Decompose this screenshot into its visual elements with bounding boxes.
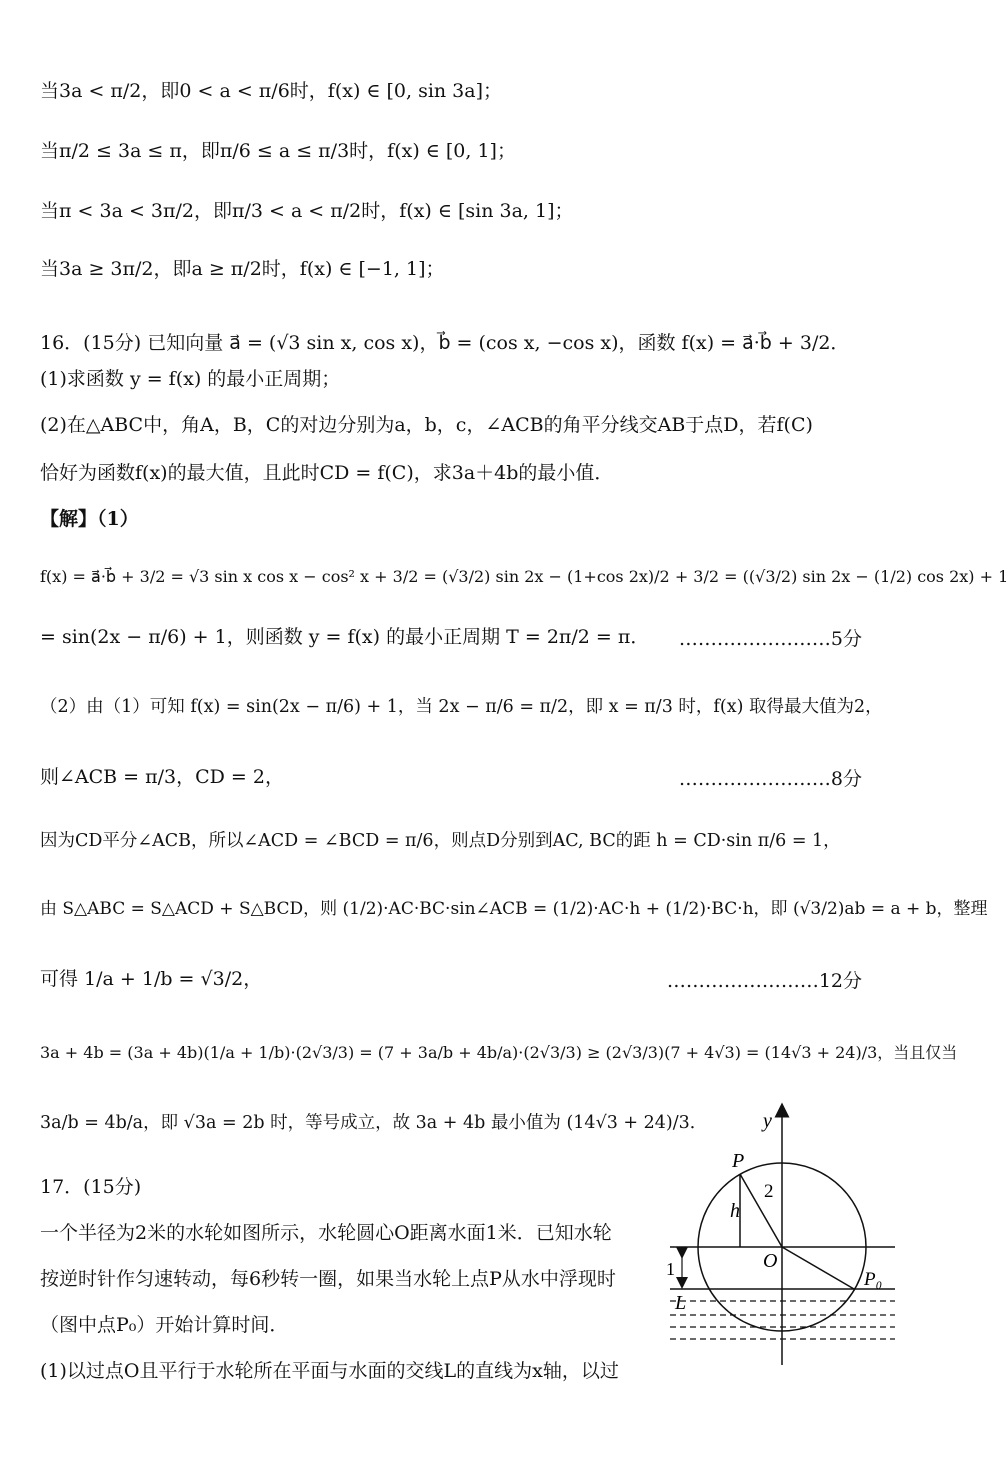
solution-part-2-line-6: 3a + 4b = (3a + 4b)(1/a + 1/b)·(2√3/3) = (7 + 3a/b + 4b/a)·(2√3/3) ≥ (2√3/3)(7 + 4√3) = (14√3 + 24)/3，当且仅当: [40, 1043, 958, 1062]
y-axis-label: y: [763, 1110, 772, 1132]
case-line-3: 当π < 3a < 3π/2，即π/3 < a < π/2时，f(x) ∈ [sin 3a, 1]；: [40, 200, 574, 222]
solution-part-2-line-1: （2）由（1）可知 f(x) = sin(2x − π/6) + 1，当 2x − π/6 = π/2，即 x = π/3 时，f(x) 取得最大值为2，: [40, 697, 883, 717]
problem-17-heading: 17．(15分): [40, 1176, 142, 1198]
problem-17-line-3: （图中点P₀）开始计算时间．: [40, 1314, 289, 1336]
problem-16-part-1: (1)求函数 y = f(x) 的最小正周期；: [40, 368, 341, 390]
case-line-4: 当3a ≥ 3π/2，即a ≥ π/2时，f(x) ∈ [−1, 1]；: [40, 258, 445, 280]
solution-part-2-line-4: 由 S△ABC = S△ACD + S△BCD，则 (1/2)·AC·BC·sin∠ACB = (1/2)·AC·h + (1/2)·BC·h，即 (√3/2)ab = a + b，整理: [40, 899, 988, 919]
p0-label: P₀: [864, 1269, 883, 1290]
problem-17-line-2: 按逆时针作匀速转动，每6秒转一圈，如果当水轮上点P从水中浮现时: [40, 1268, 616, 1290]
solution-heading: 【解】（1）: [40, 508, 139, 530]
water-wheel-figure: [660, 1105, 900, 1375]
one-label: 1: [666, 1259, 675, 1279]
radius-op0: [782, 1247, 854, 1289]
solution-part-2-line-2: 则∠ACB = π/3，CD = 2，: [40, 766, 284, 788]
origin-label: O: [763, 1250, 778, 1272]
score-8: ……………………8分: [678, 768, 862, 790]
case-line-2: 当π/2 ≤ 3a ≤ π，即π/6 ≤ a ≤ π/3时，f(x) ∈ [0, 1]；: [40, 140, 516, 162]
point-p-label: P: [732, 1150, 745, 1172]
solution-part-2-line-5: 可得 1/a + 1/b = √3/2，: [40, 968, 263, 990]
h-label: h: [730, 1200, 740, 1222]
score-5: ……………………5分: [678, 628, 862, 650]
solution-part-2-line-3: 因为CD平分∠ACB，所以∠ACD = ∠BCD = π/6，则点D分别到AC, BC的距 h = CD·sin π/6 = 1，: [40, 831, 841, 851]
problem-16-part-2-a: (2)在△ABC中，角A，B，C的对边分别为a，b，c，∠ACB的角平分线交AB于点D，若f(C): [40, 414, 813, 436]
radius-op: [740, 1174, 782, 1247]
case-line-1: 当3a < π/2，即0 < a < π/6时，f(x) ∈ [0, sin 3a]；: [40, 80, 503, 102]
solution-part-2-line-7: 3a/b = 4b/a，即 √3a = 2b 时，等号成立，故 3a + 4b 最小值为 (14√3 + 24)/3．: [40, 1113, 708, 1133]
problem-16-statement: 16．(15分) 已知向量 a⃗ = (√3 sin x, cos x)，b⃗ = (cos x, −cos x)，函数 f(x) = a⃗·b⃗ + 3/2．: [40, 332, 850, 354]
solution-eq-2: = sin(2x − π/6) + 1，则函数 y = f(x) 的最小正周期 T = 2π/2 = π．: [40, 626, 650, 648]
score-12: ……………………12分: [666, 970, 862, 992]
radius-label: 2: [764, 1181, 774, 1202]
problem-17-line-4: (1)以过点O且平行于水轮所在平面与水面的交线L的直线为x轴，以过: [40, 1360, 619, 1382]
problem-17-line-1: 一个半径为2米的水轮如图所示，水轮圆心O距离水面1米．已知水轮: [40, 1222, 612, 1244]
problem-16-part-2-b: 恰好为函数f(x)的最大值，且此时CD = f(C)，求3a＋4b的最小值．: [40, 462, 614, 484]
l-label: L: [675, 1292, 687, 1314]
solution-eq-1: f(x) = a⃗·b⃗ + 3/2 = √3 sin x cos x − cos² x + 3/2 = (√3/2) sin 2x − (1+cos 2x)/2 + 3/2 = ((√3/2) sin 2x − (1/2) cos 2x) + 1: [40, 567, 1008, 586]
